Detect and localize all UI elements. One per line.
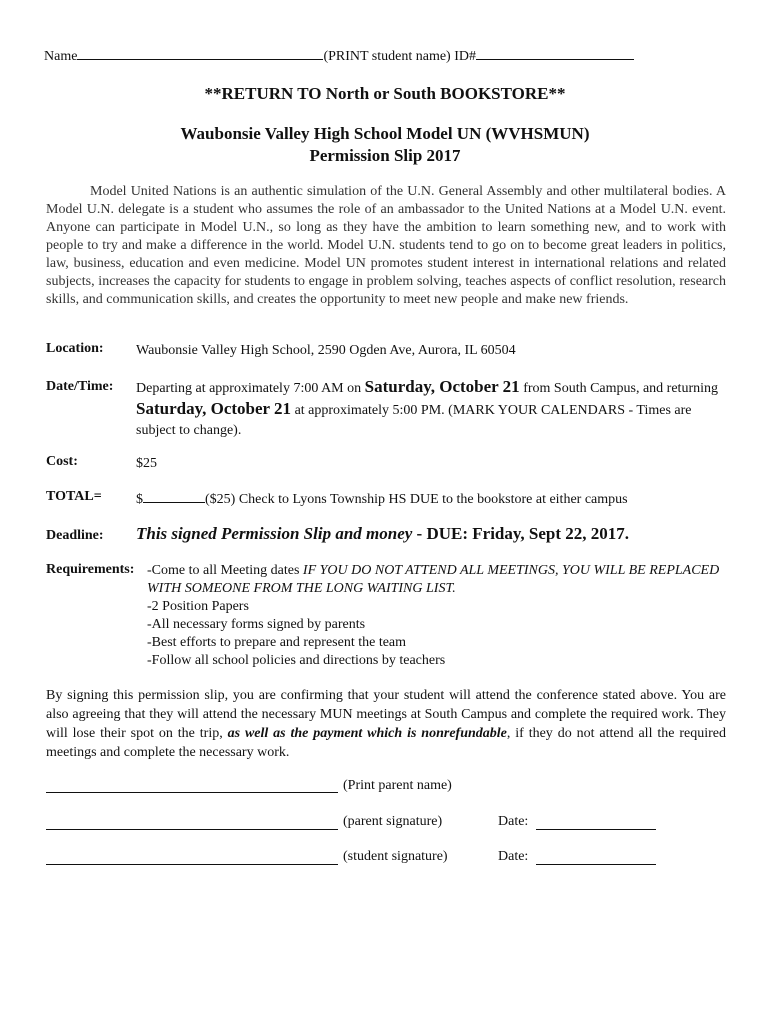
requirements-list <box>147 562 727 670</box>
return-notice: **RETURN TO North or South BOOKSTORE** <box>204 84 566 103</box>
requirements-label: Requirements: <box>46 562 135 577</box>
total-label: TOTAL= <box>46 489 102 504</box>
parent-signature-field[interactable] <box>46 828 338 830</box>
name-label: Name <box>44 49 78 64</box>
datetime-text-1: Departing at approximately 7:00 AM on <box>136 381 365 396</box>
datetime-value <box>136 377 726 441</box>
student-name-field[interactable] <box>77 46 323 60</box>
student-signature-label: (student signature) <box>343 849 448 864</box>
deadline-value <box>136 524 629 543</box>
document-title: Waubonsie Valley High School Model UN (WVHSMUN) <box>180 124 590 143</box>
deadline-italic-text: This signed Permission Slip and money <box>136 524 413 543</box>
return-date: Saturday, October 21 <box>136 399 292 418</box>
location-value: Waubonsie Valley High School, 2590 Ogden Ave, Aurora, IL 60504 <box>136 343 516 358</box>
deadline-label: Deadline: <box>46 528 104 543</box>
total-amount-field[interactable] <box>143 489 205 503</box>
total-text: ($25) Check to Lyons Township HS DUE to the bookstore at either campus <box>205 492 628 507</box>
location-label: Location: <box>46 341 104 356</box>
intro-paragraph <box>46 183 726 309</box>
requirement-meetings: -Come to all Meeting dates <box>147 563 303 578</box>
requirement-item: -Best efforts to prepare and represent the team <box>147 635 407 650</box>
parent-date-field[interactable] <box>536 828 656 830</box>
intro-text: Model United Nations is an authentic simulation of the U.N. General Assembly and other multilateral bodies. A Model U.N. delegate is a student who assumes the role of an ambassador to the United Nations at a Model U.N. event. Anyone can participate in Model U.N., so long as they have the ambition to learn something new, and to work with people to try and make a difference in the world. Model U.N. students tend to go on to become great leaders in politics, law, business, education and even medicine. Model UN promotes student interest in international relations and related subjects, increases the capacity for students to engage in problem solving, teaches aspects of conflict resolution, research skills, and communication skills, and creates the opportunity to meet new people and make new friends. <box>46 184 726 307</box>
datetime-text-2: from South Campus, and returning <box>519 381 718 396</box>
cost-label: Cost: <box>46 454 78 469</box>
requirement-item: -All necessary forms signed by parents <box>147 617 366 632</box>
print-id-label: (PRINT student name) ID# <box>323 49 476 64</box>
student-id-field[interactable] <box>476 46 634 60</box>
consent-emphasis: as well as the payment which is nonrefundable <box>227 726 507 741</box>
cost-value: $25 <box>136 456 157 471</box>
student-name-id-line <box>44 46 634 65</box>
parent-date-label: Date: <box>498 814 529 829</box>
datetime-label: Date/Time: <box>46 379 114 394</box>
requirement-item <box>147 562 727 598</box>
deadline-date-text: - DUE: Friday, Sept 22, 2017. <box>412 524 630 543</box>
parent-signature-label: (parent signature) <box>343 814 443 829</box>
student-date-label: Date: <box>498 849 529 864</box>
student-date-field[interactable] <box>536 863 656 865</box>
document-subtitle: Permission Slip 2017 <box>309 146 461 165</box>
consent-paragraph <box>46 686 726 762</box>
requirement-item: -2 Position Papers <box>147 599 249 614</box>
datetime-text-3: at approximately 5:00 PM. (MARK YOUR CALENDARS - Times are subject to change). <box>136 403 692 438</box>
total-value <box>136 489 628 509</box>
departure-date: Saturday, October 21 <box>364 377 520 396</box>
consent-text-1: By signing this permission slip, you are confirming that your student will attend the conference stated above. You are also agreeing that they will attend the necessary MUN meetings at South Campus and complete the required work. They will lose their spot on the trip, <box>46 688 726 741</box>
requirement-item: -Follow all school policies and directions by teachers <box>147 653 446 668</box>
student-signature-field[interactable] <box>46 863 338 865</box>
print-parent-name-label: (Print parent name) <box>343 778 452 793</box>
print-parent-name-field[interactable] <box>46 791 338 793</box>
dollar-sign: $ <box>136 492 143 507</box>
consent-text-2: , if they do not attend all the required meetings and complete the necessary work. <box>46 726 726 760</box>
requirement-warning: IF YOU DO NOT ATTEND ALL MEETINGS, YOU WILL BE REPLACED WITH SOMEONE FROM THE LONG WAITING LIST. <box>147 563 720 596</box>
